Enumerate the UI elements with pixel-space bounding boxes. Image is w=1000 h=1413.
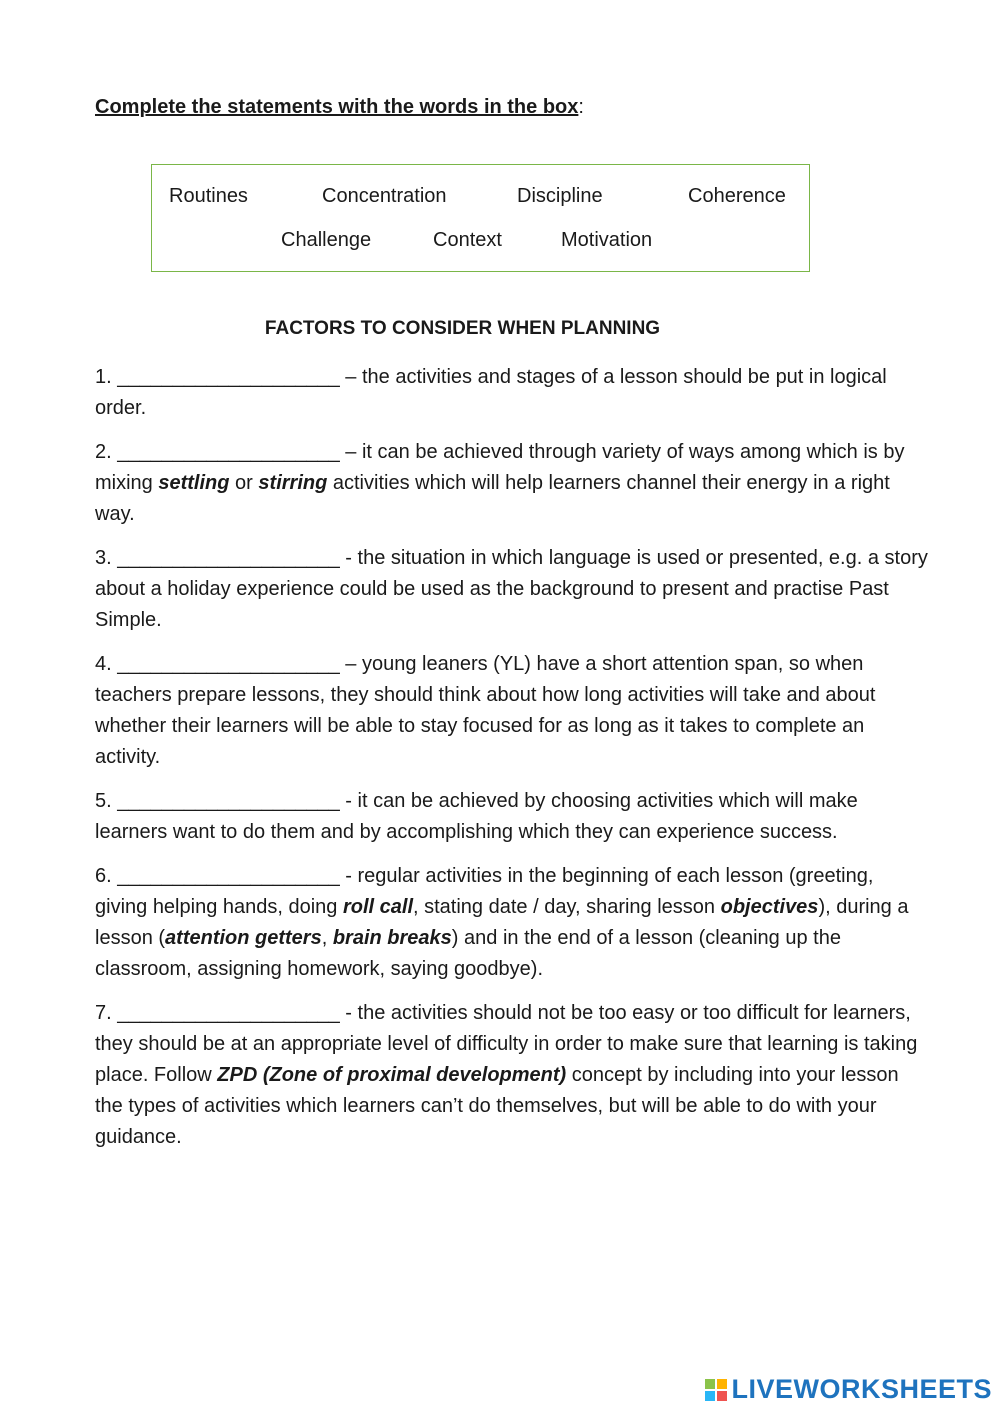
statement-dash: - — [345, 547, 352, 569]
instruction — [95, 96, 584, 119]
word-discipline: Discipline — [517, 185, 603, 207]
statement-text: , stating date / day, sharing lesson — [413, 896, 716, 918]
instruction-colon: : — [578, 96, 584, 118]
statement-number: 7. — [95, 1002, 112, 1024]
statement-text: it can be achieved through variety of ways among which is by mixing — [95, 441, 905, 494]
statement-text: it can be achieved by choosing activities which will make learners want to do them and by accomplishing which they can experience success. — [95, 790, 858, 843]
statement-dash: – — [345, 366, 357, 388]
emphasis-stirring: stirring — [258, 472, 328, 494]
answer-blank-6[interactable]: ____________________ — [117, 865, 340, 887]
answer-blank-5[interactable]: ____________________ — [117, 790, 340, 812]
statement-text: the situation in which language is used or presented, e.g. a story about a holiday experience could be used as the background to present and practise Past Simple. — [95, 547, 928, 631]
liveworksheets-logo — [705, 1374, 992, 1405]
word-coherence: Coherence — [688, 185, 786, 207]
statement-dash: - — [345, 790, 352, 812]
statement-dash: – — [345, 441, 357, 463]
logo-icon — [705, 1379, 727, 1401]
statement-2 — [95, 437, 930, 530]
statement-1 — [95, 362, 930, 424]
emphasis-brain-breaks: brain breaks — [332, 927, 452, 949]
statement-text: or — [235, 472, 253, 494]
answer-blank-4[interactable]: ____________________ — [117, 653, 340, 675]
statement-number: 4. — [95, 653, 112, 675]
section-heading — [0, 318, 925, 340]
statement-text: regular activities in the beginning of each lesson (greeting, giving helping hands, doing — [95, 865, 874, 918]
word-motivation: Motivation — [561, 229, 653, 251]
statement-number: 1. — [95, 366, 112, 388]
section-heading-text: FACTORS TO CONSIDER WHEN PLANNING — [264, 318, 661, 339]
statement-number: 3. — [95, 547, 112, 569]
statement-text: young leaners (YL) have a short attention span, so when teachers prepare lessons, they should think about how long activities will take and about whether their learners will be able to stay focused for as long as it takes to complete an activity. — [95, 653, 876, 768]
answer-blank-1[interactable]: ____________________ — [117, 366, 340, 388]
word-context: Context — [433, 229, 502, 251]
statement-3 — [95, 543, 930, 636]
word-challenge: Challenge — [281, 229, 372, 251]
statement-text: ), during a lesson ( — [95, 896, 909, 949]
instruction-text: Complete the statements with the words in the box — [95, 96, 579, 118]
statement-4 — [95, 649, 930, 773]
logo-square-yellow — [717, 1379, 727, 1389]
logo-text: LIVEWORKSHEETS — [731, 1374, 992, 1404]
statement-number: 2. — [95, 441, 112, 463]
statement-text: the activities and stages of a lesson should be put in logical order. — [95, 366, 887, 419]
word-box — [151, 164, 810, 272]
statement-text: , — [321, 927, 328, 949]
statement-text: activities which will help learners channel their energy in a right way. — [95, 472, 890, 525]
statement-text: the activities should not be too easy or too difficult for learners, they should be at an appropriate level of difficulty in order to make sure that learning is taking place. Follow — [95, 1002, 918, 1086]
answer-blank-3[interactable]: ____________________ — [117, 547, 340, 569]
statement-dash: - — [345, 1002, 352, 1024]
emphasis-zpd: ZPD (Zone of proximal development) — [217, 1064, 567, 1086]
emphasis-objectives: objectives — [720, 896, 819, 918]
logo-square-green — [705, 1379, 715, 1389]
statement-number: 6. — [95, 865, 112, 887]
statement-number: 5. — [95, 790, 112, 812]
statement-dash: - — [345, 865, 352, 887]
logo-square-blue — [705, 1391, 715, 1401]
statement-text: concept by including into your lesson the types of activities which learners can’t do themselves, but will be able to do with your guidance. — [95, 1064, 899, 1148]
statement-7 — [95, 998, 930, 1153]
emphasis-attention-getters: attention getters — [165, 927, 322, 949]
answer-blank-7[interactable]: ____________________ — [117, 1002, 340, 1024]
emphasis-settling: settling — [158, 472, 230, 494]
statement-list — [95, 362, 930, 1166]
statement-dash: – — [345, 653, 357, 675]
statement-5 — [95, 786, 930, 848]
word-concentration: Concentration — [322, 185, 447, 207]
word-routines: Routines — [169, 185, 248, 207]
answer-blank-2[interactable]: ____________________ — [117, 441, 340, 463]
emphasis-roll-call: roll call — [342, 896, 414, 918]
logo-square-red — [717, 1391, 727, 1401]
statement-6 — [95, 861, 930, 985]
statement-text: ) and in the end of a lesson (cleaning up the classroom, assigning homework, saying goodbye). — [95, 927, 841, 980]
